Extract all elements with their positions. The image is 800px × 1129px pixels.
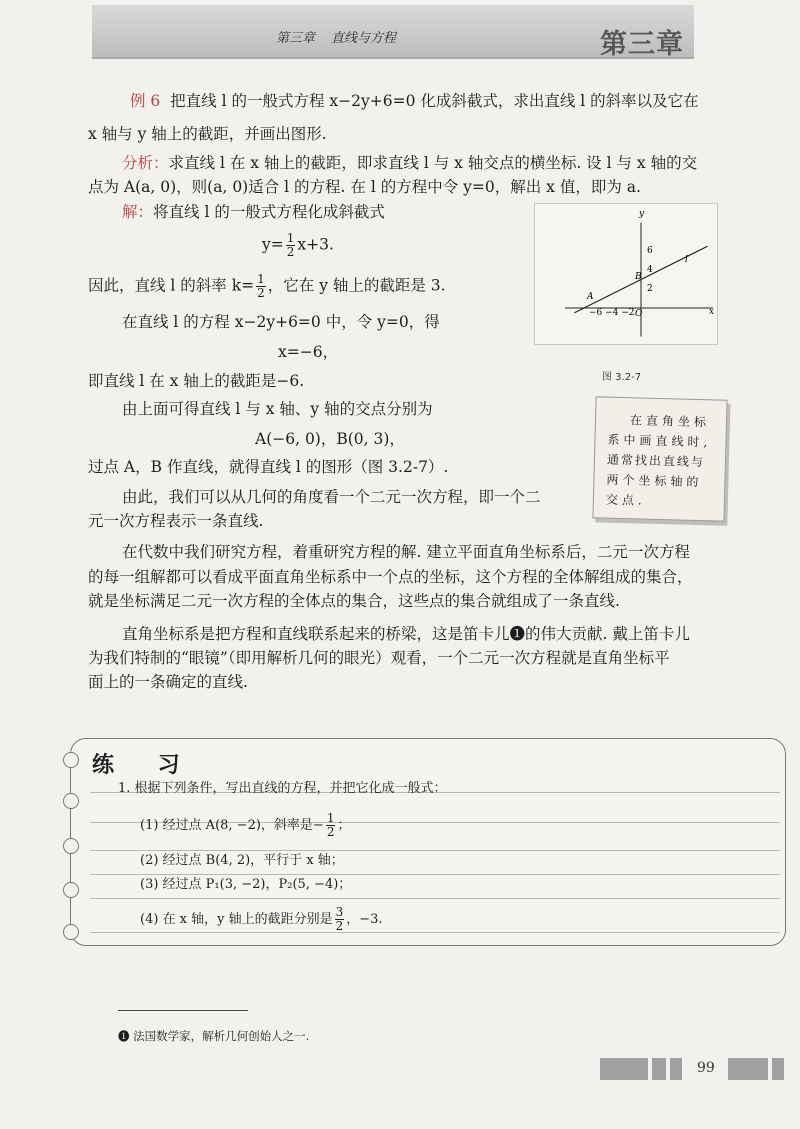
exercise-sub-2: (2) 经过点 B(4, 2)，平行于 x 轴； — [140, 853, 344, 868]
header-title — [276, 27, 412, 46]
sub1-denominator: 2 — [326, 825, 335, 839]
sub4-numerator: 3 — [335, 905, 344, 919]
figure-graph — [534, 203, 718, 345]
example-text-1: 把直线 l 的一般式方程 x−2y+6=0 化成斜截式，求出直线 l 的斜率以及它在 — [170, 92, 699, 110]
page-bar-mid — [652, 1058, 666, 1080]
page-bar-right2 — [772, 1058, 784, 1080]
binder-ring — [63, 882, 79, 898]
page-bar-right — [728, 1058, 768, 1080]
point-a-label: A — [587, 292, 594, 302]
header-section-title: 直线与方程 — [331, 31, 397, 46]
x-intercept-text: 即直线 l 在 x 轴上的截距是−6. — [88, 372, 305, 390]
example-label: 例 6 — [130, 92, 161, 110]
y-tick-2: 2 — [647, 284, 653, 294]
x-ticks: −6 −4 −2 — [589, 308, 635, 318]
y-tick-4: 4 — [647, 265, 653, 275]
equation-x-value: x=−6， — [278, 343, 339, 361]
paragraph-2-line-3: 面上的一条确定的直线. — [88, 673, 248, 691]
side-note-line-3: 通常找出直线与 — [606, 452, 706, 470]
footnote-rule — [118, 1010, 248, 1011]
sub4-denominator: 2 — [335, 919, 344, 933]
exercise-rule — [90, 874, 780, 875]
side-note-line-4: 两个坐标轴的 — [606, 472, 703, 490]
origin-label: O — [635, 309, 643, 319]
slope-text-a: 因此，直线 l 的斜率 k= — [88, 276, 255, 295]
side-note-line-1: 在直角坐标 — [629, 413, 711, 430]
paragraph-2-line-1: 直角坐标系是把方程和直线联系起来的桥梁，这是笛卡儿❶的伟大贡献. 戴上笛卡儿 — [122, 625, 690, 643]
binder-ring — [63, 752, 79, 768]
slope-text — [88, 273, 446, 300]
slope-numerator: 1 — [257, 272, 265, 286]
exercise-sub-3: (3) 经过点 P₁(3, −2)，P₂(5, −4)； — [140, 877, 352, 892]
geometry-text-1: 由此，我们可以从几何的角度看一个二元一次方程，即一个二 — [122, 488, 541, 506]
eq1-denominator: 2 — [286, 245, 295, 259]
geometry-text-2: 元一次方程表示一条直线. — [88, 512, 264, 530]
solution-text-1: 将直线 l 的一般式方程化成斜截式 — [153, 203, 385, 221]
header-chapter-large: 第三章 — [600, 29, 684, 60]
equation-slope-intercept — [262, 232, 334, 259]
exercise-sub-4 — [140, 906, 383, 933]
page-number: 99 — [697, 1060, 715, 1076]
exercise-rule — [90, 898, 780, 899]
y-axis-label: y — [639, 209, 645, 219]
page-bar-mid2 — [670, 1058, 682, 1080]
figure-caption: 图 3.2-7 — [602, 372, 642, 383]
equation-points: A(−6, 0)，B(0, 3)， — [255, 430, 405, 448]
sub4-text-b: ，−3. — [346, 912, 383, 927]
example-line-2: x 轴与 y 轴上的截距，并画出图形. — [88, 125, 327, 143]
page-bar-left — [600, 1058, 648, 1080]
solution-line-1 — [122, 201, 385, 223]
line-l-label: l — [685, 255, 688, 265]
analysis-line-2: 点为 A(a, 0)，则(a, 0)适合 l 的方程. 在 l 的方程中令 y=0，解出 x 值，即为 a. — [88, 178, 641, 196]
x-axis-label: x — [709, 307, 715, 317]
header-chapter-small: 第三章 — [276, 31, 316, 46]
points-text: 由上面可得直线 l 与 x 轴、y 轴的交点分别为 — [122, 400, 433, 418]
draw-text: 过点 A，B 作直线，就得直线 l 的图形（图 3.2-7）. — [88, 458, 449, 476]
example-line-1 — [130, 90, 699, 112]
y-tick-6: 6 — [647, 246, 653, 256]
side-note — [592, 396, 727, 521]
analysis-label: 分析： — [122, 154, 169, 172]
analysis-line-1 — [122, 152, 697, 174]
sub1-numerator: 1 — [326, 811, 335, 825]
paragraph-2-line-2: 为我们特制的“眼镜”（即用解析几何的眼光）观看，一个二元一次方程就是直角坐标平 — [88, 649, 670, 667]
eq1-left: y= — [262, 235, 284, 254]
binder-ring — [63, 793, 79, 809]
slope-text-b: ，它在 y 轴上的截距是 3. — [267, 276, 446, 295]
sub1-text-b: ； — [337, 818, 351, 833]
sub4-text-a: (4) 在 x 轴，y 轴上的截距分别是 — [140, 912, 333, 927]
exercise-sub-1 — [140, 812, 350, 839]
footnote: ❶ 法国数学家，解析几何创始人之一. — [118, 1029, 310, 1043]
binder-ring — [63, 838, 79, 854]
side-note-line-5: 交点. — [605, 492, 646, 508]
graph-svg — [535, 204, 717, 344]
exercise-title: 练 习 — [92, 753, 198, 778]
point-b-label: B — [635, 272, 642, 282]
sub1-text-a: (1) 经过点 A(8, −2)，斜率是− — [140, 818, 324, 833]
exercise-rule — [90, 850, 780, 851]
eq1-numerator: 1 — [286, 231, 295, 245]
solution-label: 解： — [122, 203, 154, 221]
paragraph-1-line-3: 就是坐标满足二元一次方程的全体点的集合，这些点的集合就组成了一条直线. — [88, 592, 620, 610]
slope-denominator: 2 — [257, 286, 265, 300]
paragraph-1-line-1: 在代数中我们研究方程，着重研究方程的解. 建立平面直角坐标系后，二元一次方程 — [122, 543, 690, 561]
set-y-text: 在直线 l 的方程 x−2y+6=0 中，令 y=0，得 — [122, 313, 440, 331]
exercise-item-1: 1. 根据下列条件，写出直线的方程，并把它化成一般式： — [118, 781, 447, 796]
analysis-text-1: 求直线 l 在 x 轴上的截距，即求直线 l 与 x 轴交点的横坐标. 设 l 与 x 轴的交 — [168, 154, 698, 172]
eq1-right: x+3. — [297, 235, 334, 254]
side-note-line-2: 系中画直线时, — [607, 432, 712, 450]
binder-ring — [63, 924, 79, 940]
paragraph-1-line-2: 的每一组解都可以看成平面直角坐标系中一个点的坐标，这个方程的全体解组成的集合， — [88, 568, 693, 586]
